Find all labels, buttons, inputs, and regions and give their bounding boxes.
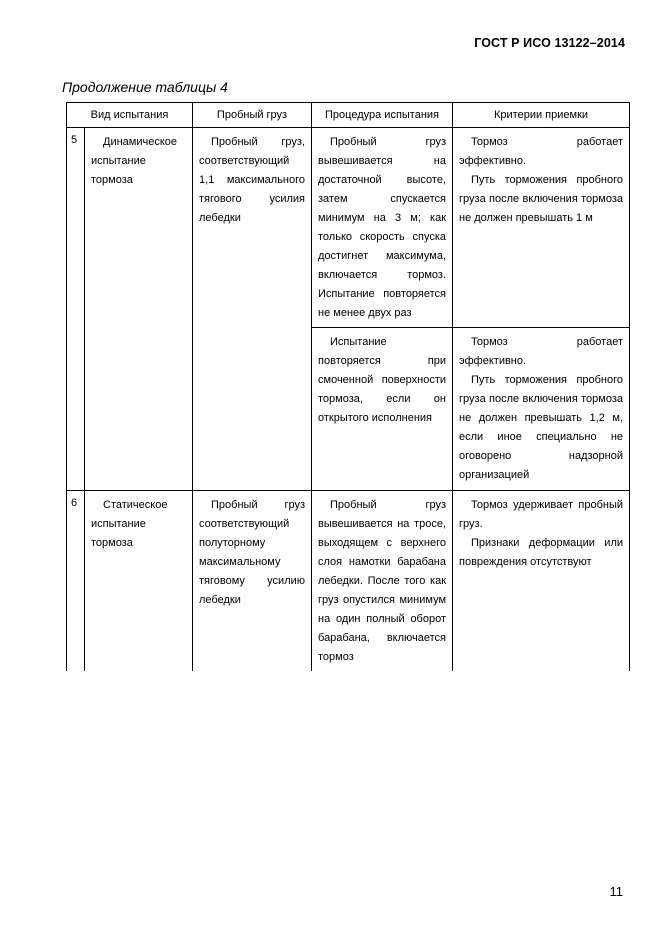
page-number: 11 (609, 884, 623, 899)
table-caption: Продолжение таблицы 4 (62, 79, 228, 95)
cell-procedure: Испытание повторяется при смоченной поверхности тормоза, если он открытого исполнения (312, 328, 453, 491)
header-load: Пробный груз (193, 103, 312, 128)
standard-header: ГОСТ Р ИСО 13122–2014 (474, 36, 625, 50)
header-test-type: Вид испытания (67, 103, 193, 128)
cell-criteria: Тормоз работает эффективно. Путь торможения пробного груза после включения тормоза не должен превышать 1,2 м, если иное специально не оговорено надзорной организацией (453, 328, 630, 491)
cell-test-type: Динамическое испытание тормоза (85, 128, 193, 491)
cell-procedure: Пробный груз вывешивается на тросе, выходящем с верхнего слоя намотки барабана лебедки. После того как груз опустился минимум на один полный оборот барабана, включается тормоз (312, 491, 453, 672)
table-header-row (67, 103, 630, 128)
table-row (67, 491, 630, 672)
row-number: 5 (67, 128, 85, 491)
cell-load: Пробный груз, соответствующий 1,1 максимального тягового усилия лебедки (193, 128, 312, 491)
test-table (66, 102, 630, 671)
cell-load: Пробный груз соответствующий полуторному максимальному тяговому усилию лебедки (193, 491, 312, 672)
cell-criteria: Тормоз работает эффективно. Путь торможения пробного груза после включения тормоза не должен превышать 1 м (453, 128, 630, 328)
cell-procedure: Пробный груз вывешивается на достаточной высоте, затем спускается минимум на 3 м; как только скорость спуска достигнет максимума, включается тормоз. Испытание повторяется не менее двух раз (312, 128, 453, 328)
table-row (67, 128, 630, 328)
cell-criteria: Тормоз удерживает пробный груз. Признаки деформации или повреждения отсутствуют (453, 491, 630, 672)
header-criteria: Критерии приемки (453, 103, 630, 128)
cell-test-type: Статическое испытание тормоза (85, 491, 193, 672)
row-number: 6 (67, 491, 85, 672)
header-procedure: Процедура испытания (312, 103, 453, 128)
